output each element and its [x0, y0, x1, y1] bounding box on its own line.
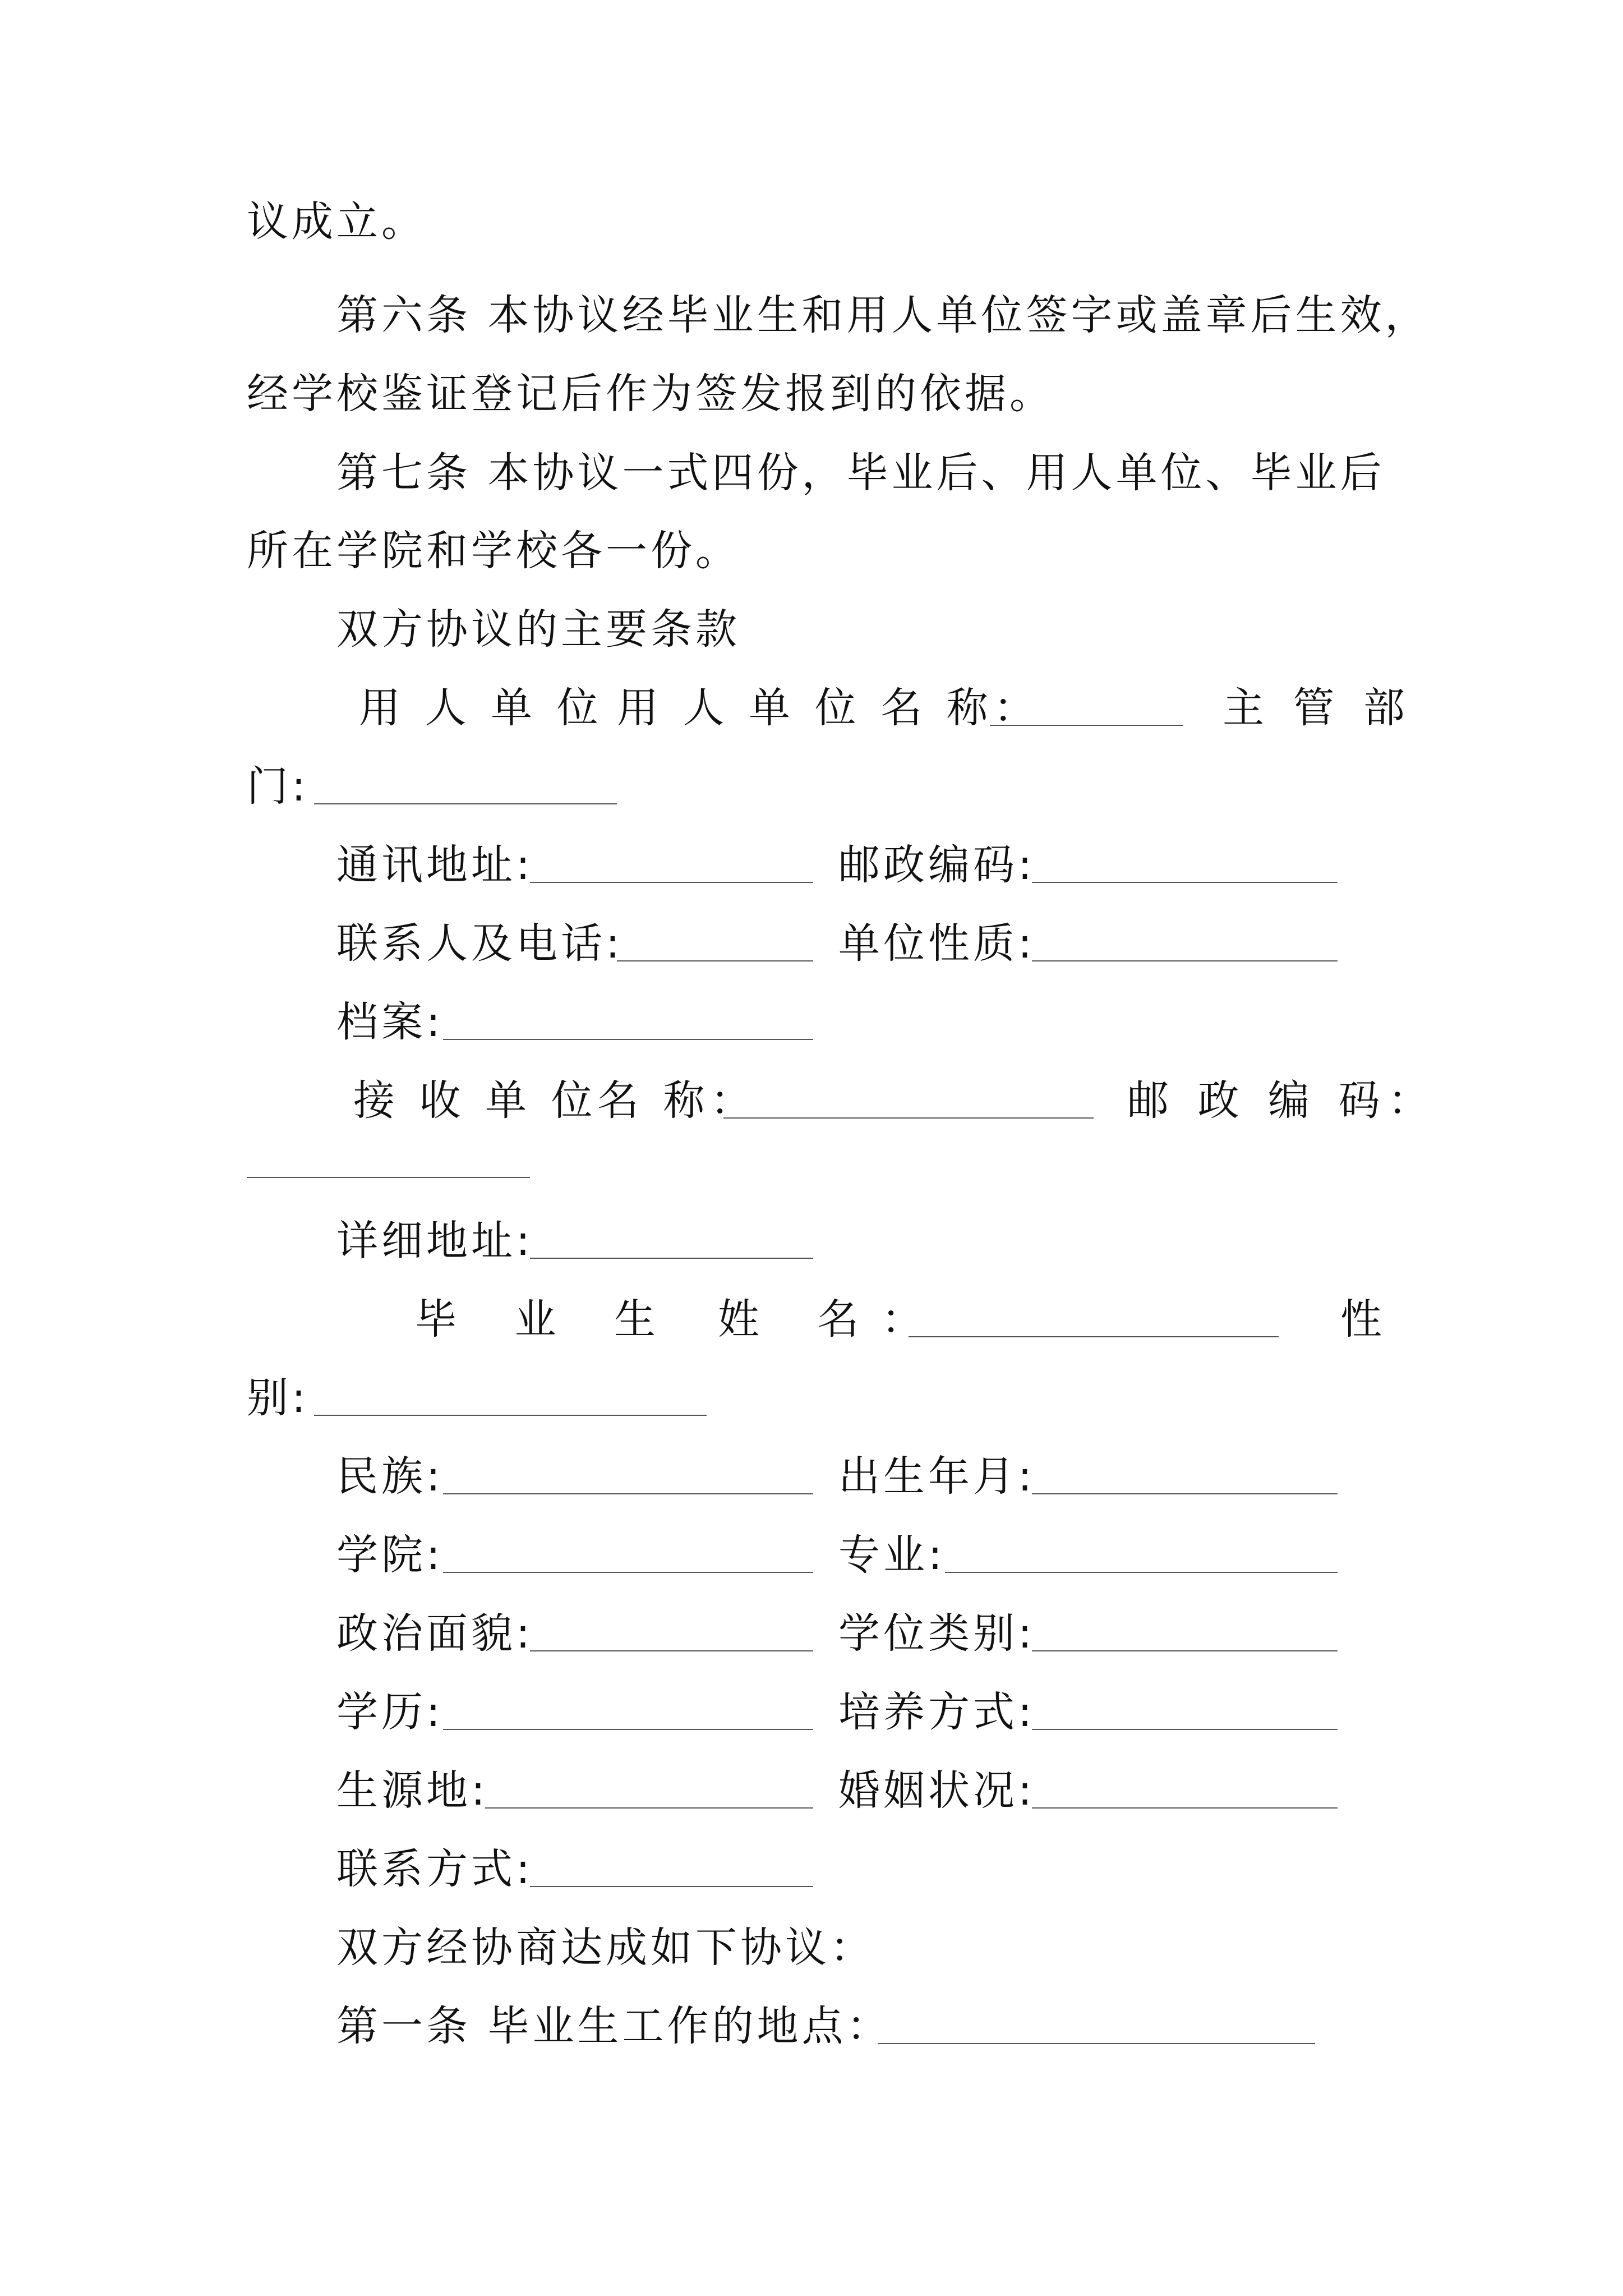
agreement-intro: 双方经协商达成如下协议：: [336, 1924, 875, 1972]
receiver-postcode-field[interactable]: [247, 1177, 530, 1178]
address-field[interactable]: [530, 882, 813, 883]
birth-date-field[interactable]: [1032, 1493, 1338, 1494]
detail-address-label: 详细地址:: [336, 1217, 533, 1265]
degree-type-label: 学位类别:: [838, 1609, 1035, 1658]
graduate-name-field[interactable]: [909, 1336, 1279, 1337]
graduate-section-label: 毕 业 生: [415, 1295, 679, 1343]
ethnicity-label: 民族:: [336, 1452, 444, 1501]
employer-name-field[interactable]: [990, 725, 1183, 726]
postcode-label: 邮政编码:: [838, 841, 1035, 889]
receiver-section-label: 接 收 单 位: [353, 1076, 598, 1125]
employer-section-label: 用 人 单 位: [359, 684, 604, 732]
major-label: 专业:: [838, 1531, 946, 1579]
supervising-dept-label: 主 管 部: [1223, 684, 1413, 732]
article-1-label: 第一条 毕业生工作的地点：: [336, 2002, 892, 2050]
article-7-line-2: 所在学院和学校各一份。: [247, 527, 740, 575]
receiver-postcode-label: 邮 政 编 码：: [1127, 1076, 1437, 1125]
unit-nature-field[interactable]: [1032, 960, 1338, 961]
postcode-field[interactable]: [1032, 882, 1338, 883]
unit-nature-label: 单位性质:: [838, 919, 1035, 968]
origin-field[interactable]: [485, 1807, 813, 1809]
degree-type-field[interactable]: [1032, 1650, 1338, 1651]
college-field[interactable]: [443, 1572, 813, 1573]
political-status-label: 政治面貌:: [336, 1609, 533, 1658]
graduate-contact-label: 联系方式:: [336, 1845, 533, 1893]
college-label: 学院:: [336, 1531, 444, 1579]
gender-label: 性: [1340, 1295, 1385, 1343]
ethnicity-field[interactable]: [443, 1493, 813, 1494]
receiver-name-label: 名 称：: [597, 1076, 758, 1125]
work-location-field[interactable]: [878, 2043, 1315, 2044]
marital-status-field[interactable]: [1032, 1807, 1338, 1809]
article-6-line-2: 经学校鉴证登记后作为签发报到的依据。: [247, 370, 1054, 418]
gender-field[interactable]: [314, 1415, 707, 1416]
archive-field[interactable]: [443, 1039, 813, 1040]
origin-label: 生源地:: [336, 1766, 488, 1815]
supervising-dept-field[interactable]: [314, 803, 617, 804]
birth-date-label: 出生年月:: [838, 1452, 1035, 1501]
education-field[interactable]: [443, 1729, 813, 1730]
contact-phone-label: 联系人及电话:: [336, 919, 623, 968]
contact-phone-field[interactable]: [617, 960, 813, 961]
training-mode-label: 培养方式:: [838, 1688, 1035, 1736]
receiver-name-field[interactable]: [723, 1117, 1094, 1119]
detail-address-field[interactable]: [530, 1258, 813, 1259]
training-mode-field[interactable]: [1032, 1729, 1338, 1730]
paragraph-continuation: 议成立。: [247, 197, 426, 246]
marital-status-label: 婚姻状况:: [838, 1766, 1035, 1815]
article-6-line-1: 第六条 本协议经毕业生和用人单位签字或盖章后生效，: [336, 291, 1430, 339]
archive-label: 档案:: [336, 998, 444, 1046]
graduate-contact-field[interactable]: [530, 1886, 813, 1887]
main-terms-heading: 双方协议的主要条款: [336, 605, 740, 654]
major-field[interactable]: [945, 1572, 1338, 1573]
supervising-dept-label-cont: 门:: [247, 762, 309, 811]
address-label: 通讯地址:: [336, 841, 533, 889]
article-7-line-1: 第七条 本协议一式四份，毕业后、用人单位、毕业后: [336, 449, 1385, 497]
political-status-field[interactable]: [530, 1650, 813, 1651]
graduate-name-label: 姓 名：: [718, 1295, 946, 1343]
education-label: 学历:: [336, 1688, 444, 1736]
gender-label-cont: 别:: [247, 1374, 309, 1422]
employer-name-label: 用 人 单 位 名 称：: [617, 684, 1041, 732]
